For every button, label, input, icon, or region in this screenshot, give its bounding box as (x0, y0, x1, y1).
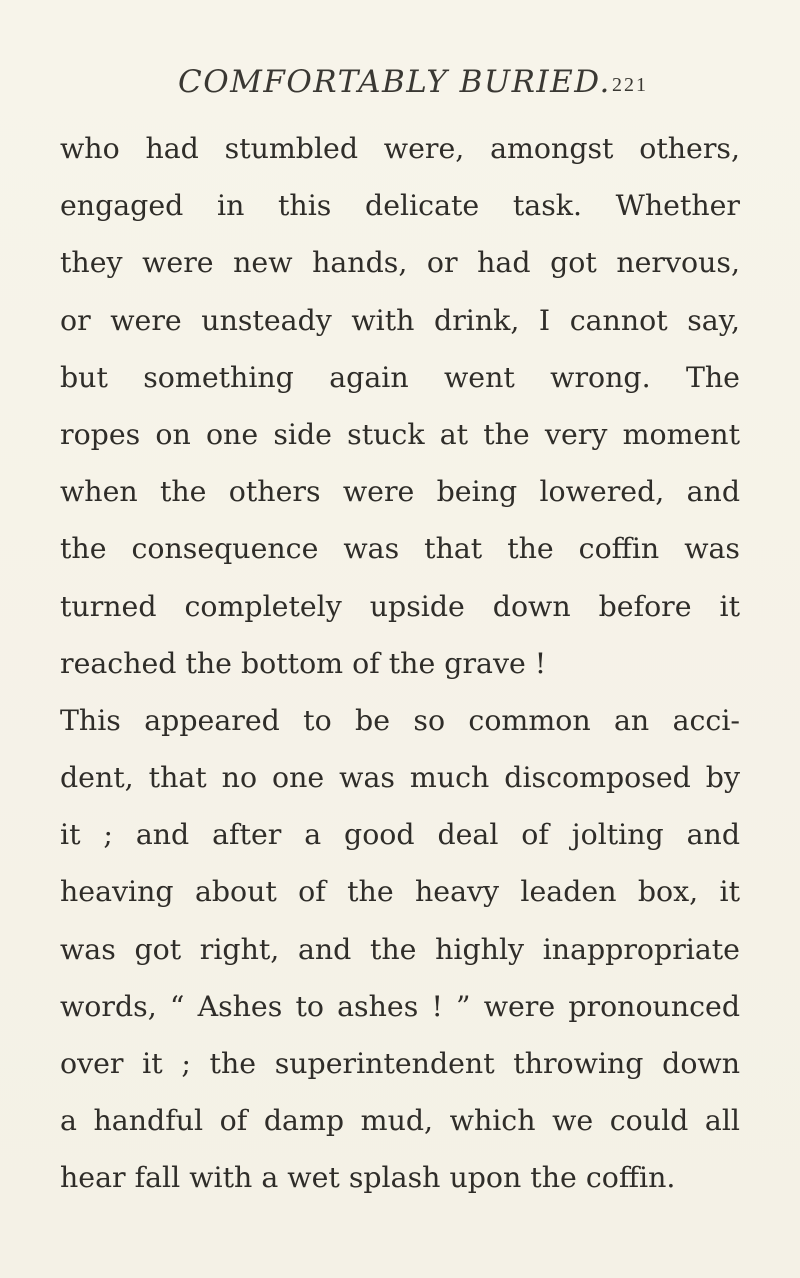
text-line: heaving about of the heavy leaden box, it (60, 875, 740, 909)
text-line: engaged in this delicate task. Whether (60, 189, 740, 223)
running-title: COMFORTABLY BURIED. (178, 64, 611, 100)
text-line: but something again went wrong. The (60, 360, 740, 394)
running-head (0, 64, 800, 104)
text-line: it ; and after a good deal of jolting and (60, 818, 740, 852)
text-line: who had stumbled were, amongst others, (60, 132, 740, 165)
text-line: they were new hands, or had got nervous, (60, 246, 740, 280)
text-line: turned completely upside down before it (60, 589, 740, 623)
text-line: hear fall with a wet splash upon the coffin. (60, 1161, 676, 1195)
text-line: when the others were being lowered, and (60, 475, 740, 509)
text-line: words, “ Ashes to ashes ! ” were pronounced (60, 989, 740, 1023)
text-line: the consequence was that the coffin was (60, 532, 740, 566)
body-text (60, 120, 740, 1207)
text-line: dent, that no one was much discomposed by (60, 761, 740, 795)
text-line: over it ; the superintendent throwing down (60, 1047, 740, 1080)
text-line: reached the bottom of the grave ! (60, 646, 547, 680)
text-line: This appeared to be so common an acci- (60, 703, 740, 737)
text-line: was got right, and the highly inappropriate (60, 932, 740, 966)
text-line: or were unsteady with drink, I cannot say, (60, 303, 740, 337)
page-number: 221 (612, 74, 648, 96)
text-line: a handful of damp mud, which we could all (60, 1104, 740, 1138)
text-line: ropes on one side stuck at the very moment (60, 417, 740, 451)
